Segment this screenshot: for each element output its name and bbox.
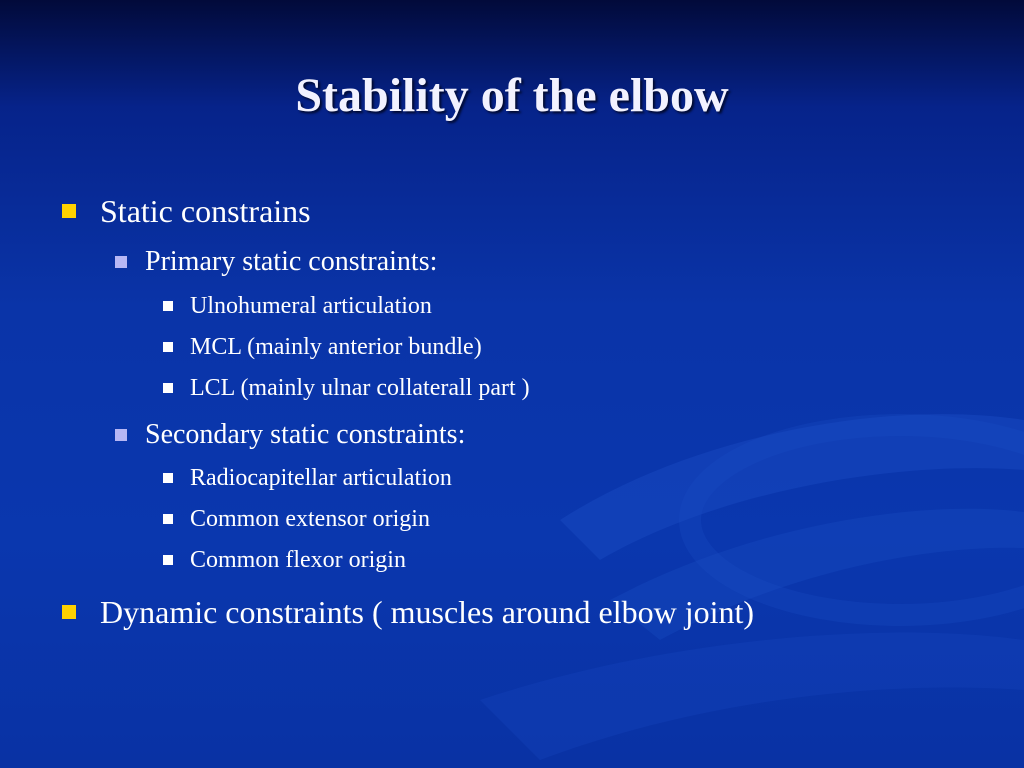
- bullet-dynamic-constraints: [62, 592, 754, 632]
- bullet-text: Static constrains: [100, 192, 311, 229]
- yellow-square-bullet-icon: [62, 605, 76, 619]
- bullet-common-flexor-origin: [163, 545, 406, 575]
- white-square-bullet-icon: [163, 342, 173, 352]
- lavender-square-bullet-icon: [115, 429, 127, 441]
- bullet-text: Primary static constraints:: [145, 246, 438, 277]
- lavender-square-bullet-icon: [115, 256, 127, 268]
- bullet-text: LCL (mainly ulnar collaterall part ): [190, 374, 530, 401]
- white-square-bullet-icon: [163, 555, 173, 565]
- white-square-bullet-icon: [163, 301, 173, 311]
- bullet-static-constrains: [62, 191, 311, 231]
- white-square-bullet-icon: [163, 383, 173, 393]
- bullet-text: Common flexor origin: [190, 546, 406, 573]
- bullet-common-extensor-origin: [163, 504, 430, 534]
- bullet-radiocapitellar-articulation: [163, 463, 452, 493]
- bullet-text: Dynamic constraints ( muscles around elbow joint): [100, 593, 755, 630]
- bullet-primary-static-constraints: [115, 244, 437, 280]
- white-square-bullet-icon: [163, 473, 173, 483]
- bullet-lcl: [163, 373, 530, 403]
- bullet-text: MCL (mainly anterior bundle): [190, 333, 482, 360]
- bullet-ulnohumeral-articulation: [163, 291, 432, 321]
- bullet-mcl: [163, 332, 482, 362]
- bullet-secondary-static-constraints: [115, 417, 465, 453]
- yellow-square-bullet-icon: [62, 204, 76, 218]
- slide-title: Stability of the elbow: [295, 69, 729, 122]
- bullet-text: Secondary static constraints:: [145, 419, 466, 450]
- bullet-text: Common extensor origin: [190, 505, 430, 532]
- bullet-text: Ulnohumeral articulation: [190, 292, 432, 319]
- white-square-bullet-icon: [163, 514, 173, 524]
- bullet-text: Radiocapitellar articulation: [190, 464, 452, 491]
